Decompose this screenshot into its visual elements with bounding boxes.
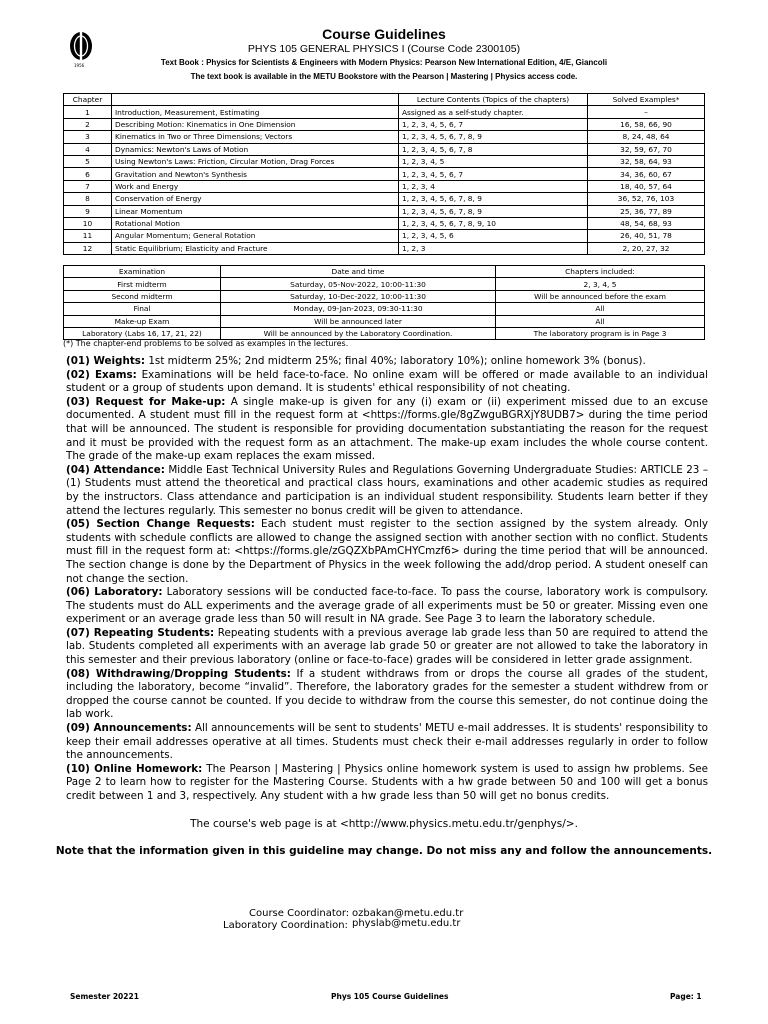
chapter-row xyxy=(64,143,705,155)
chapter-examples: 36, 52, 76, 103 xyxy=(588,193,705,205)
exam-row xyxy=(64,278,705,290)
policy-item xyxy=(66,586,708,627)
policy-heading: (09) Announcements: xyxy=(66,722,192,735)
chapter-title: Linear Momentum xyxy=(112,205,399,217)
policy-item xyxy=(66,722,708,763)
chapter-title: Using Newton's Laws: Friction, Circular Motion, Drag Forces xyxy=(112,155,399,167)
policy-text: 1st midterm 25%; 2nd midterm 25%; final 40%; laboratory 10%); online homework 3% (bonus). xyxy=(145,355,646,367)
exam-date: Monday, 09-Jan-2023, 09:30-11:30 xyxy=(221,303,496,315)
course-coordinator-label: Course Coordinator: xyxy=(249,908,350,919)
chapter-table-body xyxy=(64,106,705,255)
policy-text: Laboratory sessions will be conducted face-to-face. To pass the course, laboratory work is compulsory. The students must do ALL experiments and the average grade of all experiments must be 50 or greater. Missing even one experiment or an average grade less than 50 will result in NA grade. See Page 3 to learn the laboratory schedule. xyxy=(66,586,708,626)
chapter-examples: 2, 20, 27, 32 xyxy=(588,242,705,254)
change-notice: Note that the information given in this guideline may change. Do not miss any and follow the announcements. xyxy=(55,845,713,857)
lab-coordinator-label: Laboratory Coordination: xyxy=(223,920,348,931)
exam-chapters: All xyxy=(496,303,705,315)
chapter-title: Describing Motion: Kinematics in One Dimension xyxy=(112,118,399,130)
header-chapters-included: Chapters included: xyxy=(496,266,705,278)
policy-heading: (07) Repeating Students: xyxy=(66,626,215,639)
chapter-examples: 25, 36, 77, 89 xyxy=(588,205,705,217)
policy-item xyxy=(66,355,708,369)
chapter-lectures: 1, 2, 3, 4, 5, 6 xyxy=(399,230,588,242)
policy-list xyxy=(66,355,708,804)
header-date: Date and time xyxy=(221,266,496,278)
exam-name: Final xyxy=(64,303,221,315)
chapter-examples: 34, 36, 60, 67 xyxy=(588,168,705,180)
chapter-examples: – xyxy=(588,106,705,118)
chapter-table-header xyxy=(64,94,705,106)
chapter-number: 8 xyxy=(64,193,112,205)
policy-heading: (02) Exams: xyxy=(66,368,137,381)
chapter-number: 11 xyxy=(64,230,112,242)
course-subtitle: PHYS 105 GENERAL PHYSICS I (Course Code 2300105) xyxy=(247,43,521,55)
chapter-number: 12 xyxy=(64,242,112,254)
chapter-row xyxy=(64,230,705,242)
chapter-title: Introduction, Measurement, Estimating xyxy=(112,106,399,118)
chapter-table xyxy=(63,93,705,255)
chapter-title: Angular Momentum; General Rotation xyxy=(112,230,399,242)
policy-text: All announcements will be sent to students' METU e-mail addresses. It is students' responsibility to keep their email addresses operative at all times. Students must check their e-mail addresses regularly in order to follow the announcements. xyxy=(66,722,708,762)
chapter-number: 4 xyxy=(64,143,112,155)
chapter-lectures: Assigned as a self-study chapter. xyxy=(399,106,588,118)
chapter-examples: 26, 40, 51, 78 xyxy=(588,230,705,242)
exam-row xyxy=(64,315,705,327)
chapter-lectures: 1, 2, 3, 4, 5, 6, 7 xyxy=(399,168,588,180)
policy-text: A single make-up is given for any (i) exam or (ii) experiment missed due to an excuse documented. A student must fill in the request form at <https://forms.gle/8gZwguBGRXjY8UDB7> during the time period that will be announced. The student is responsible for providing documentation substantiating the reason for the request and it must be provided with the request form as an attachment. The make-up exam includes the whole course content. The grade of the make-up exam replaces the exam missed. xyxy=(66,395,708,463)
chapter-lectures: 1, 2, 3, 4, 5, 6, 7 xyxy=(399,118,588,130)
logo-year: 1956 xyxy=(74,63,85,68)
header-title xyxy=(112,94,399,106)
policy-item xyxy=(66,627,708,668)
chapter-row xyxy=(64,193,705,205)
policy-item xyxy=(66,763,708,804)
policy-item xyxy=(66,668,708,722)
policy-item xyxy=(66,369,708,396)
chapter-title: Dynamics: Newton's Laws of Motion xyxy=(112,143,399,155)
exam-date: Saturday, 10-Dec-2022, 10:00-11:30 xyxy=(221,290,496,302)
chapter-lectures: 1, 2, 3, 4, 5, 6, 7, 8, 9 xyxy=(399,131,588,143)
exam-table xyxy=(63,265,705,340)
chapter-row xyxy=(64,242,705,254)
chapter-number: 7 xyxy=(64,180,112,192)
exam-chapters: All xyxy=(496,315,705,327)
policy-text: Repeating students with a previous average lab grade less than 50 are required to attend the lab. Students completed all experiments with an average lab grade 50 or greater are not allowed to take the laboratory in this semester and their previous laboratory (online or face-to-face) grades will be considered in letter grade assignment. xyxy=(66,626,708,667)
course-webpage-line: The course's web page is at <http://www.physics.metu.edu.tr/genphys/>. xyxy=(190,818,578,830)
chapter-title: Work and Energy xyxy=(112,180,399,192)
policy-item xyxy=(66,518,708,586)
chapter-title: Rotational Motion xyxy=(112,217,399,229)
header-examination: Examination xyxy=(64,266,221,278)
chapter-row xyxy=(64,155,705,167)
chapter-lectures: 1, 2, 3, 4, 5, 6, 7, 8, 9, 10 xyxy=(399,217,588,229)
policy-text: Middle East Technical University Rules and Regulations Governing Undergraduate Studies: ARTICLE 23 – (1) Students must attend the theoretical and practical class hours, examinations and other academic studies as required by the instructors. Class attendance and participation is an individual student responsibility. Students learn better if they attend the lectures regularly. This semester no bonus credit will be given to attendance. xyxy=(66,463,708,517)
policy-heading: (01) Weights: xyxy=(66,355,146,367)
exam-chapters: The laboratory program is in Page 3 xyxy=(496,327,705,339)
exam-row xyxy=(64,303,705,315)
footer-semester: Semester 20221 xyxy=(70,992,139,1001)
policy-text: Each student must register to the section assigned by the system already. Only students with schedule conflicts are allowed to change the assigned section with another section with no conflict. Students must fill in the request form at: <https://forms.gle/zGQZXbPAmCHYCmzf6> during the time period that will be announced. The section change is done by the Department of Physics in the week following the add/drop period. A student oneself can not change the section. xyxy=(66,518,708,585)
policy-heading: (10) Online Homework: xyxy=(66,762,203,775)
chapter-lectures: 1, 2, 3, 4, 5, 6, 7, 8 xyxy=(399,143,588,155)
exam-name: First midterm xyxy=(64,278,221,290)
chapter-row xyxy=(64,205,705,217)
policy-heading: (04) Attendance: xyxy=(66,463,165,476)
chapter-number: 3 xyxy=(64,131,112,143)
course-coordinator-email[interactable]: ozbakan@metu.edu.tr xyxy=(352,908,464,919)
exam-row xyxy=(64,327,705,339)
exam-date: Saturday, 05-Nov-2022, 10:00-11:30 xyxy=(221,278,496,290)
chapter-row xyxy=(64,180,705,192)
policy-text: If a student withdraws from or drops the course all grades of the student, including the laboratory, become “invalid”. Therefore, the laboratory grades for the semester a student withdrew from or dropped the course cannot be counted. If you decide to withdraw from the course this semester, do not continue doing the lab work. xyxy=(66,667,708,721)
policy-text: Examinations will be held face-to-face. No online exam will be offered or made available to an individual student or a group of students upon demand. It is students' ethical responsibility of not cheating. xyxy=(66,368,708,395)
chapter-lectures: 1, 2, 3, 4, 5, 6, 7, 8, 9 xyxy=(399,193,588,205)
exam-date: Will be announced later xyxy=(221,315,496,327)
exam-name: Make-up Exam xyxy=(64,315,221,327)
chapter-lectures: 1, 2, 3, 4, 5, 6, 7, 8, 9 xyxy=(399,205,588,217)
chapter-lectures: 1, 2, 3 xyxy=(399,242,588,254)
policy-item xyxy=(66,464,708,518)
chapter-examples: 48, 54, 68, 93 xyxy=(588,217,705,229)
chapter-row xyxy=(64,118,705,130)
chapter-row xyxy=(64,106,705,118)
chapter-number: 2 xyxy=(64,118,112,130)
policy-item xyxy=(66,396,708,464)
chapter-row xyxy=(64,217,705,229)
chapter-examples: 8, 24, 48, 64 xyxy=(588,131,705,143)
chapter-number: 6 xyxy=(64,168,112,180)
chapter-lectures: 1, 2, 3, 4 xyxy=(399,180,588,192)
chapter-number: 1 xyxy=(64,106,112,118)
exam-row xyxy=(64,290,705,302)
policy-text: The Pearson | Mastering | Physics online homework system is used to assign hw problems. See Page 2 to learn how to register for the Mastering Course. Students with a hw grade between 50 and 100 will get a bonus credit between 1 and 3, respectively. Any student with a hw grade less than 50 will get no bonus credits. xyxy=(66,762,708,802)
chapter-number: 9 xyxy=(64,205,112,217)
exam-chapters: Will be announced before the exam xyxy=(496,290,705,302)
chapter-title: Static Equilibrium; Elasticity and Fracture xyxy=(112,242,399,254)
page-title: Course Guidelines xyxy=(322,26,446,42)
chapter-number: 5 xyxy=(64,155,112,167)
footer-doc-title: Phys 105 Course Guidelines xyxy=(331,992,449,1001)
exam-date: Will be announced by the Laboratory Coordination. xyxy=(221,327,496,339)
lab-coordinator-email[interactable]: physlab@metu.edu.tr xyxy=(352,918,461,929)
table-footnote: (*) The chapter-end problems to be solved as examples in the lectures. xyxy=(63,339,349,348)
chapter-number: 10 xyxy=(64,217,112,229)
exam-chapters: 2, 3, 4, 5 xyxy=(496,278,705,290)
chapter-lectures: 1, 2, 3, 4, 5 xyxy=(399,155,588,167)
chapter-examples: 32, 59, 67, 70 xyxy=(588,143,705,155)
policy-heading: (03) Request for Make-up: xyxy=(66,395,226,408)
chapter-title: Kinematics in Two or Three Dimensions; Vectors xyxy=(112,131,399,143)
policy-heading: (08) Withdrawing/Dropping Students: xyxy=(66,667,291,680)
exam-name: Second midterm xyxy=(64,290,221,302)
header-lectures: Lecture Contents (Topics of the chapters) xyxy=(399,94,588,106)
policy-heading: (05) Section Change Requests: xyxy=(66,518,255,531)
chapter-row xyxy=(64,168,705,180)
header-examples: Solved Examples* xyxy=(588,94,705,106)
exam-table-header xyxy=(64,266,705,278)
exam-name: Laboratory (Labs 16, 17, 21, 22) xyxy=(64,327,221,339)
textbook-line: Text Book : Physics for Scientists & Engineers with Modern Physics: Pearson New International Edition, 4/E, Giancoli xyxy=(160,58,608,67)
chapter-examples: 18, 40, 57, 64 xyxy=(588,180,705,192)
chapter-examples: 32, 58, 64, 93 xyxy=(588,155,705,167)
textbook-note: The text book is available in the METU Bookstore with the Pearson | Mastering | Physics access code. xyxy=(190,72,578,81)
chapter-examples: 16, 58, 66, 90 xyxy=(588,118,705,130)
policy-heading: (06) Laboratory: xyxy=(66,586,163,599)
header-chapter: Chapter xyxy=(64,94,112,106)
chapter-row xyxy=(64,131,705,143)
exam-table-body xyxy=(64,278,705,340)
chapter-title: Gravitation and Newton's Synthesis xyxy=(112,168,399,180)
chapter-title: Conservation of Energy xyxy=(112,193,399,205)
footer-page-number: Page: 1 xyxy=(670,992,702,1001)
